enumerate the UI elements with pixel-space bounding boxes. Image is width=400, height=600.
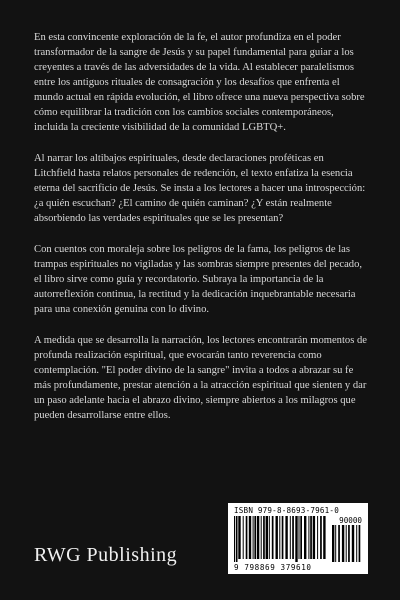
barcode-bar [338,525,340,562]
barcode-bar [236,516,238,562]
blurb-paragraph-3: Con cuentos con moraleja sobre los peligros de la fama, los peligros de las trampas espirituales no vigiladas y las sombras siempre presentes del pecado, el libro sirve como guía y recordatorio. Subraya la importancia de la autorreflexión continua, la rectitud y la dedicación inquebrantable necesaria para una conexión genuina con lo divino. [34,244,363,315]
blurb-paragraph-2: Al narrar los altibajos espirituales, desde declaraciones proféticas en Litchfield hasta relatos personales de redención, el texto enfatiza la esencia eterna del sacrificio de Jesús. Se insta a los lectores a hacer una introspección: ¿a quién escuchan? ¿El camino de quién caminan? ¿Y están realmente absorbiendo las verdades espirituales que se les presentan? [34,153,366,224]
barcode-bar [263,516,265,559]
barcode-bar [234,516,235,562]
barcode-bar [310,516,312,559]
barcode-bars [234,516,328,562]
barcode-bar [254,516,256,559]
barcode-supplement-bars [332,525,362,562]
barcode-bar [352,525,354,562]
isbn-text: ISBN 979-8-8693-7961-0 [234,506,339,515]
publisher-name: RWG Publishing [34,544,178,566]
barcode-bar [246,516,248,559]
barcode-bar [269,516,270,559]
barcode-bar [272,516,274,559]
barcode-bar [276,516,278,559]
barcode-bar [282,516,284,559]
barcode-bar [359,525,361,562]
barcode-bar [356,525,357,562]
blurb [34,30,368,439]
barcode-bar [313,516,315,559]
barcode-bar [320,516,322,559]
barcode-bar [257,516,259,559]
barcode-bar [304,516,306,559]
barcode-bar [266,516,268,559]
barcode-bar [299,516,300,559]
barcode-bar [317,516,318,559]
blurb-paragraph-4: A medida que se desarrolla la narración, los lectores encontrarán momentos de profunda realización espiritual, que evocarán tanto reverencia como contemplación. "El poder divino de la sangre" invita a todos a abrazar su fe más profundamente, prestar atención a la atracción espiritual que sienten y dar un paso adelante hacia el abrazo divino, siempre abiertos a los milagros que pueden desarrollarse entre ellos. [34,335,367,421]
barcode-bar [243,516,244,559]
barcode-bar [279,516,280,559]
barcode-bar [292,516,294,559]
blurb-paragraph-1: En esta convincente exploración de la fe, el autor profundiza en el poder transformador de la sangre de Jesús y su papel fundamental para guiar a los creyentes a través de las adversidades de la vida. Al establecer paralelismos entre los antiguos rituales de consagración y los desafíos que enfrenta el mundo actual en rápida evolución, el libro ofrece una nueva perspectiva sobre cómo equilibrar la tradición con los cambios sociales contemporáneos, incluida la creciente visibilidad de la comunidad LGBTQ+. [34,32,365,133]
barcode-bar [332,525,334,562]
barcode-bar [285,516,287,559]
barcode-bar [261,516,262,559]
price-code: 90000 [339,516,362,525]
barcode-bar [342,525,344,562]
barcode-bar [290,516,291,559]
barcode-bar [249,516,251,559]
barcode-bar [335,525,336,562]
barcode-bar [308,516,309,559]
barcode-bar [348,525,350,562]
barcode-bar [238,516,240,559]
barcode-bar [253,516,254,559]
isbn-barcode [228,503,368,574]
barcode-bar [323,516,325,559]
barcode-bar [295,516,297,562]
barcode-digits: 9 798869 379610 [234,563,312,572]
barcode-bar [346,525,347,562]
barcode-bar [300,516,302,559]
